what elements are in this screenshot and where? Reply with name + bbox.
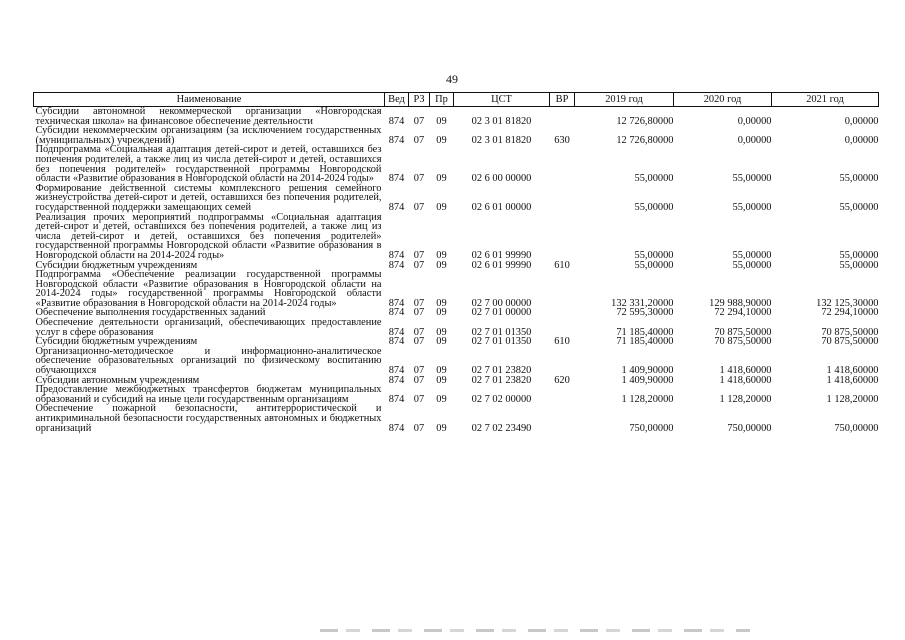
cell-vr (550, 213, 575, 261)
cell-cst: 02 6 01 99990 (471, 249, 532, 261)
cell-2020: 129 988,90000 (709, 297, 772, 309)
cell-2019: 750,00000 (629, 422, 674, 434)
cell-pr: 09 (436, 326, 447, 338)
cell-name: Субсидии бюджетным учреждениям (35, 336, 198, 348)
cell-2021: 55,00000 (839, 201, 879, 213)
cell-2021: 55,00000 (839, 249, 879, 261)
cell-ved: 874 (388, 374, 405, 386)
cell-vr (550, 347, 575, 376)
cell-rz: 07 (413, 422, 425, 434)
cell-vr: 630 (554, 134, 570, 146)
cell-name: Обеспечение пожарной безопасности, антитеррористической и антикриминальной безопасности государственных автономных и бюджетных организаций (35, 403, 382, 434)
cell-2019: 1 409,90000 (621, 374, 674, 386)
header-pr: Пр (430, 93, 454, 107)
cell-ved: 874 (388, 336, 405, 348)
cell-cst: 02 7 00 00000 (471, 297, 532, 309)
cell-ved: 874 (388, 249, 405, 261)
cell-name: Субсидии некоммерческим организациям (за исключением государственных (муниципальных) учреждений) (35, 125, 382, 146)
cell-rz: 07 (413, 297, 425, 309)
table-row (34, 385, 879, 404)
cell-name: Субсидии автономным учреждениям (35, 374, 200, 386)
cell-name: Субсидии бюджетным учреждениям (35, 259, 198, 271)
header-2020: 2020 год (674, 93, 772, 107)
cell-cst: 02 7 01 01350 (471, 326, 532, 338)
header-cst: ЦСТ (454, 93, 550, 107)
cell-ved: 874 (388, 259, 405, 271)
cell-2021: 0,00000 (844, 115, 879, 127)
cell-2021: 750,00000 (834, 422, 879, 434)
cell-vr: 610 (554, 336, 570, 348)
cell-cst: 02 7 01 23820 (471, 365, 532, 377)
cell-name: Подпрограмма «Социальная адаптация детей-сирот и детей, оставшихся без попечения родителей, а также лиц из числа детей-сирот и детей, оставшихся без попечения родителей» государственной программы Новгородской области «Развитие образования в Новгородской области на 2014-2024 годы» (35, 144, 382, 185)
cell-2020: 55,00000 (732, 249, 772, 261)
cell-name: Субсидии автономной некоммерческой организации «Новгородская техническая школа» на финансовое обеспечение деятельности (35, 106, 382, 127)
cell-vr: 610 (554, 259, 570, 271)
cell-pr: 09 (436, 173, 447, 185)
cell-2019: 55,00000 (634, 249, 674, 261)
cell-2020: 70 875,50000 (714, 326, 772, 338)
cell-2019: 55,00000 (634, 201, 674, 213)
cell-cst: 02 7 02 23490 (471, 422, 532, 434)
scan-footer-marks (320, 629, 750, 632)
cell-cst: 02 6 01 00000 (471, 201, 532, 213)
cell-2021: 132 125,30000 (816, 297, 879, 309)
cell-ved: 874 (388, 134, 405, 146)
cell-2020: 1 418,60000 (719, 365, 772, 377)
cell-cst: 02 3 01 81820 (471, 115, 532, 127)
cell-2020: 55,00000 (732, 173, 772, 185)
cell-vr (550, 270, 575, 308)
cell-rz: 07 (413, 134, 425, 146)
cell-2021: 70 875,50000 (821, 326, 879, 338)
cell-name: Подпрограмма «Обеспечение реализации государственной программы Новгородской области «Развитие образования в Новгородской области на 2014-2024 годы» государственной программы Новгородской области «Развитие образования в Новгородской области на 2014-2024 годы» (35, 269, 382, 309)
cell-2019: 71 185,40000 (616, 326, 674, 338)
cell-2019: 132 331,20000 (611, 297, 674, 309)
cell-2019: 71 185,40000 (616, 336, 674, 348)
cell-ved: 874 (388, 422, 405, 434)
cell-pr: 09 (436, 115, 447, 127)
cell-2019: 1 409,90000 (621, 365, 674, 377)
cell-cst: 02 6 00 00000 (471, 173, 532, 185)
cell-cst: 02 6 01 99990 (471, 259, 532, 271)
table-row (34, 270, 879, 308)
cell-name: Предоставление межбюджетных трансфертов бюджетам муниципальных образований и субсидий на иные цели государственным организациям (35, 384, 382, 405)
cell-ved: 874 (388, 365, 405, 377)
table-row (34, 184, 879, 213)
table-row (34, 318, 879, 337)
cell-2021: 0,00000 (844, 134, 879, 146)
table-row (34, 145, 879, 183)
cell-name: Обеспечение выполнения государственных заданий (35, 307, 266, 319)
cell-ved: 874 (388, 297, 405, 309)
cell-cst: 02 3 01 81820 (471, 134, 532, 146)
cell-rz: 07 (413, 249, 425, 261)
cell-pr: 09 (436, 336, 447, 348)
cell-2021: 55,00000 (839, 259, 879, 271)
budget-table (33, 92, 879, 433)
cell-pr: 09 (436, 201, 447, 213)
cell-ved: 874 (388, 173, 405, 185)
cell-pr: 09 (436, 297, 447, 309)
cell-vr (550, 107, 575, 127)
page-number: 49 (446, 72, 458, 86)
cell-rz: 07 (413, 374, 425, 386)
cell-name: Реализация прочих мероприятий подпрограммы «Социальная адаптация детей-сирот и детей, оставшихся без попечения родителей, а также лиц из числа детей-сирот и детей, оставшихся без попечения родителей» государственной программы Новгородской области «Развитие образования в Новгородской области на 2014-2024 годы» (35, 211, 382, 261)
cell-2021: 70 875,50000 (821, 336, 879, 348)
table-row (34, 107, 879, 127)
cell-name: Обеспечение деятельности организаций, обеспечивающих предоставление услуг в сфере образования (35, 317, 382, 338)
cell-vr (550, 404, 575, 433)
cell-vr (550, 308, 575, 318)
header-ved: Вед (385, 93, 409, 107)
table-row (34, 347, 879, 376)
header-2021: 2021 год (772, 93, 879, 107)
cell-vr (550, 385, 575, 404)
cell-rz: 07 (413, 259, 425, 271)
cell-cst: 02 7 01 01350 (471, 336, 532, 348)
cell-2019: 55,00000 (634, 259, 674, 271)
cell-rz: 07 (413, 201, 425, 213)
cell-pr: 09 (436, 365, 447, 377)
header-name: Наименование (34, 93, 385, 107)
cell-2021: 72 294,10000 (821, 307, 879, 319)
cell-pr: 09 (436, 249, 447, 261)
cell-2020: 55,00000 (732, 201, 772, 213)
cell-ved: 874 (388, 201, 405, 213)
cell-2019: 1 128,20000 (621, 393, 674, 405)
cell-2020: 1 418,60000 (719, 374, 772, 386)
cell-2020: 0,00000 (737, 115, 772, 127)
cell-cst: 02 7 02 00000 (471, 393, 532, 405)
cell-ved: 874 (388, 326, 405, 338)
cell-pr: 09 (436, 259, 447, 271)
cell-2019: 12 726,80000 (616, 115, 674, 127)
cell-2020: 0,00000 (737, 134, 772, 146)
table-header-row (34, 93, 879, 107)
cell-2020: 750,00000 (727, 422, 772, 434)
cell-vr (550, 184, 575, 213)
table-row (34, 213, 879, 261)
cell-2021: 55,00000 (839, 173, 879, 185)
cell-vr: 620 (554, 374, 570, 386)
cell-2019: 12 726,80000 (616, 134, 674, 146)
cell-2021: 1 128,20000 (826, 393, 879, 405)
cell-ved: 874 (388, 307, 405, 319)
cell-pr: 09 (436, 393, 447, 405)
cell-cst: 02 7 01 23820 (471, 374, 532, 386)
cell-2019: 72 595,30000 (616, 307, 674, 319)
cell-rz: 07 (413, 173, 425, 185)
cell-rz: 07 (413, 393, 425, 405)
cell-name: Организационно-методическое и информационно-аналитическое обеспечение образовательных организаций по физическому воспитанию обучающихся (35, 345, 382, 377)
cell-2019: 55,00000 (634, 173, 674, 185)
header-vr: ВР (550, 93, 575, 107)
cell-2021: 1 418,60000 (826, 374, 879, 386)
cell-pr: 09 (436, 307, 447, 319)
cell-cst: 02 7 01 00000 (471, 307, 532, 319)
cell-vr (550, 145, 575, 183)
cell-rz: 07 (413, 115, 425, 127)
header-rz: РЗ (409, 93, 430, 107)
cell-pr: 09 (436, 374, 447, 386)
cell-pr: 09 (436, 422, 447, 434)
cell-pr: 09 (436, 134, 447, 146)
cell-2020: 70 875,50000 (714, 336, 772, 348)
cell-rz: 07 (413, 336, 425, 348)
table-row (34, 126, 879, 145)
cell-rz: 07 (413, 326, 425, 338)
cell-2020: 55,00000 (732, 259, 772, 271)
cell-vr (550, 318, 575, 337)
table-row (34, 404, 879, 433)
cell-ved: 874 (388, 393, 405, 405)
cell-rz: 07 (413, 307, 425, 319)
cell-2021: 1 418,60000 (826, 365, 879, 377)
cell-rz: 07 (413, 365, 425, 377)
cell-2020: 1 128,20000 (719, 393, 772, 405)
cell-ved: 874 (388, 115, 405, 127)
cell-2020: 72 294,10000 (714, 307, 772, 319)
cell-name: Формирование действенной системы комплексного решения семейного жизнеустройства детей-сирот и детей, оставшихся без попечения родителей, государственной поддержки замещающих семей (35, 182, 382, 213)
header-2019: 2019 год (575, 93, 674, 107)
